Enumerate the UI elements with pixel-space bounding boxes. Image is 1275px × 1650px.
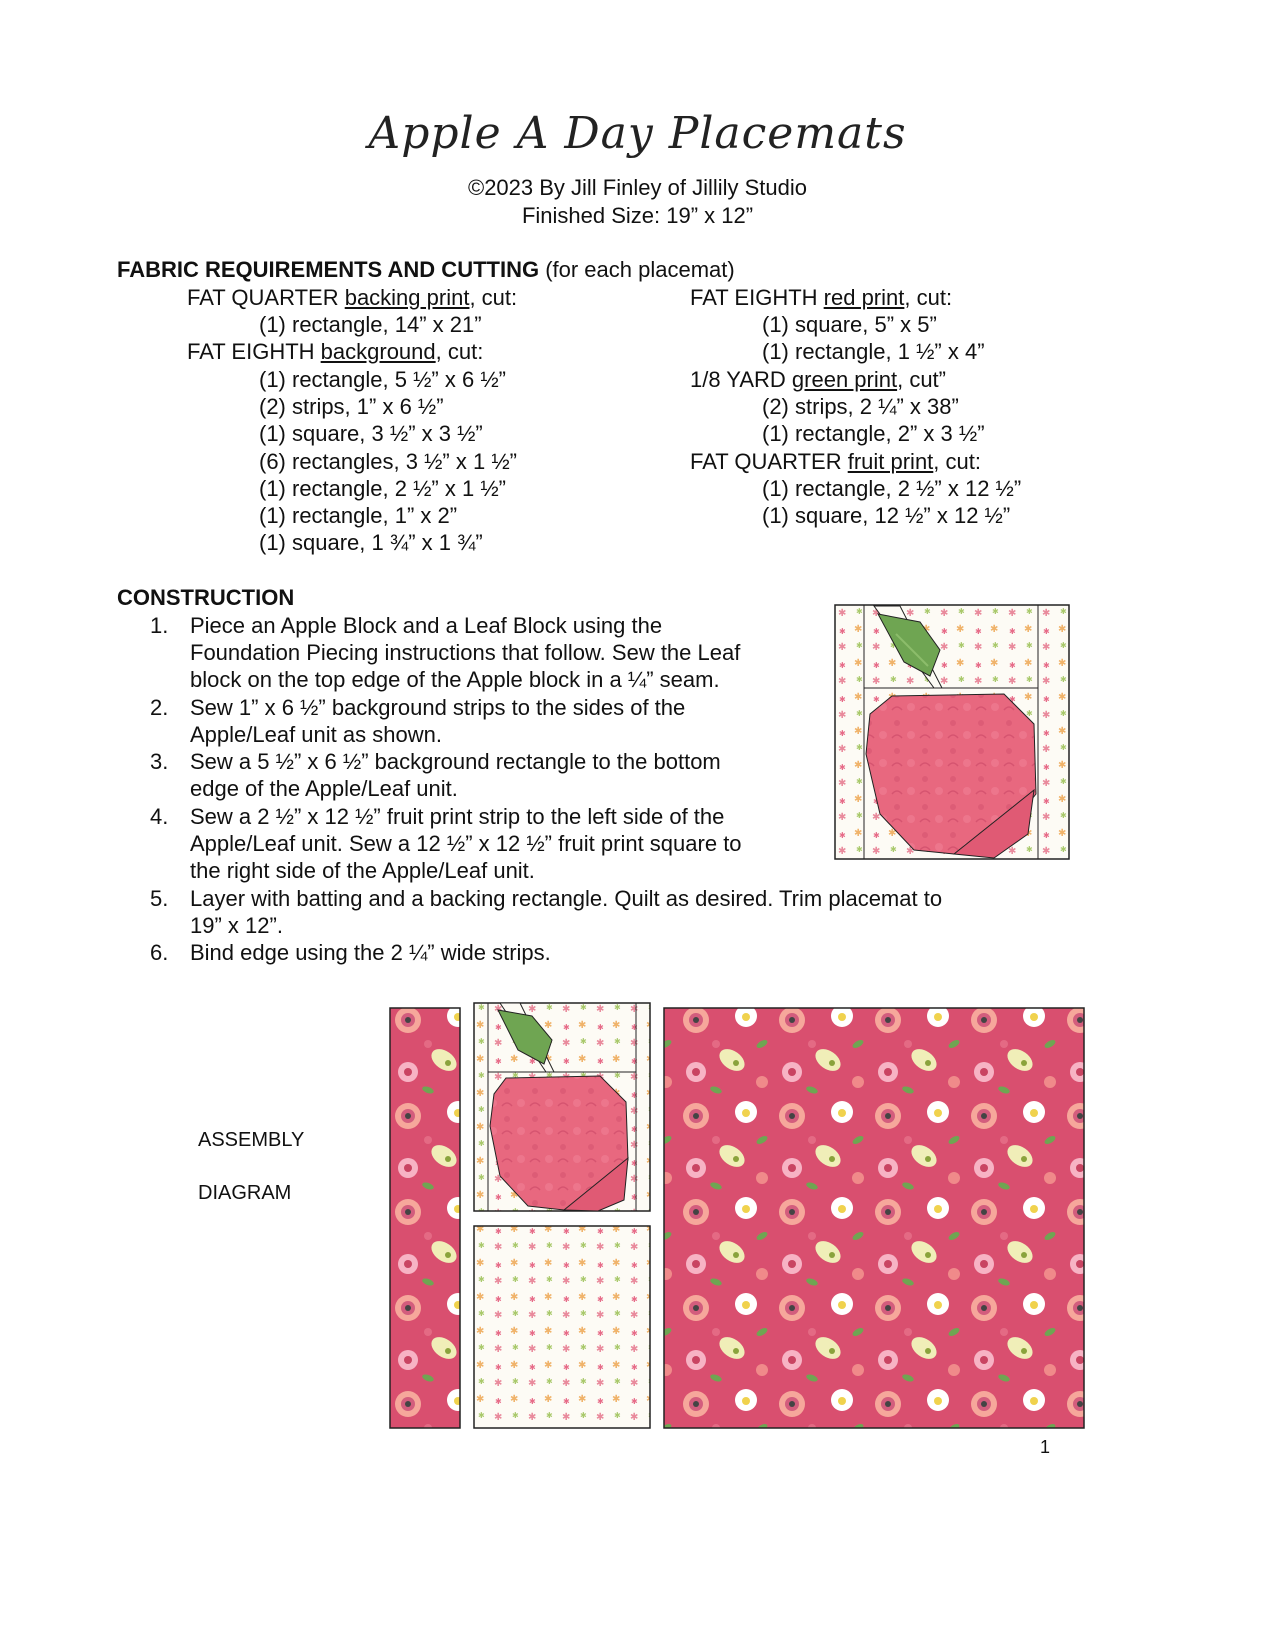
- step-5: 5. Layer with batting and a backing rectangle. Quilt as desired. Trim placemat to 19” x 12”.: [150, 886, 943, 938]
- cut-line: (1) square, 12 ½” x 12 ½”: [762, 503, 1011, 528]
- fabric-heading-bold: FABRIC REQUIREMENTS AND CUTTING: [117, 257, 540, 282]
- step-3: 3. Sew a 5 ½” x 6 ½” background rectangle to the bottom edge of the Apple/Leaf unit.: [150, 749, 721, 801]
- copyright-line: ©2023 By Jill Finley of Jillily Studio: [467, 175, 807, 200]
- apple-block-illustration: [834, 604, 1070, 860]
- cut-line: (6) rectangles, 3 ½” x 1 ½”: [259, 449, 517, 474]
- fabric-item-green: 1/8 YARD green print, cut”: [690, 367, 946, 392]
- page-number: 1: [1040, 1437, 1051, 1457]
- fabric-item-backing: FAT QUARTER backing print, cut:: [187, 285, 518, 310]
- cut-line: (1) square, 5” x 5”: [762, 312, 937, 337]
- fabric-item-background: FAT EIGHTH background, cut:: [187, 339, 484, 364]
- cut-line: (1) rectangle, 5 ½” x 6 ½”: [259, 367, 506, 392]
- step-4: 4. Sew a 2 ½” x 12 ½” fruit print strip to the left side of the Apple/Leaf unit. Sew a 12 ½” x 12 ½” fruit print square to the right side of the Apple/Leaf unit.: [150, 804, 742, 883]
- cut-line: (1) rectangle, 2 ½” x 1 ½”: [259, 476, 506, 501]
- construction-heading: CONSTRUCTION: [117, 585, 295, 610]
- assembly-diagram: [388, 1000, 1088, 1432]
- fabric-item-fruit: FAT QUARTER fruit print, cut:: [690, 449, 981, 474]
- cut-line: (2) strips, 2 ¼” x 38”: [762, 394, 959, 419]
- cut-line: (2) strips, 1” x 6 ½”: [259, 394, 444, 419]
- fabric-item-red: FAT EIGHTH red print, cut:: [690, 285, 953, 310]
- cut-line: (1) rectangle, 2” x 3 ½”: [762, 421, 985, 446]
- step-1: 1. Piece an Apple Block and a Leaf Block using the Foundation Piecing instructions that follow. Sew the Leaf block on the top edge of the Apple block in a ¼” seam.: [150, 613, 741, 692]
- cut-line: (1) square, 1 ¾” x 1 ¾”: [259, 530, 483, 555]
- step-2: 2. Sew 1” x 6 ½” background strips to the sides of the Apple/Leaf unit as shown.: [150, 695, 686, 747]
- finished-size: Finished Size: 19” x 12”: [521, 203, 754, 228]
- page-title: Apple A Day Placemats: [368, 108, 907, 159]
- assembly-label: ASSEMBLY: [198, 1129, 305, 1151]
- diagram-label: DIAGRAM: [198, 1182, 292, 1204]
- cut-line: (1) square, 3 ½” x 3 ½”: [259, 421, 483, 446]
- cut-line: (1) rectangle, 1” x 2”: [259, 503, 458, 528]
- cut-line: (1) rectangle, 2 ½” x 12 ½”: [762, 476, 1022, 501]
- fabric-heading: [117, 257, 735, 283]
- step-6: 6. Bind edge using the 2 ¼” wide strips.: [150, 940, 551, 965]
- fabric-heading-rest: (for each placemat): [539, 257, 735, 282]
- cut-line: (1) rectangle, 1 ½” x 4”: [762, 339, 985, 364]
- cut-line: (1) rectangle, 14” x 21”: [259, 312, 482, 337]
